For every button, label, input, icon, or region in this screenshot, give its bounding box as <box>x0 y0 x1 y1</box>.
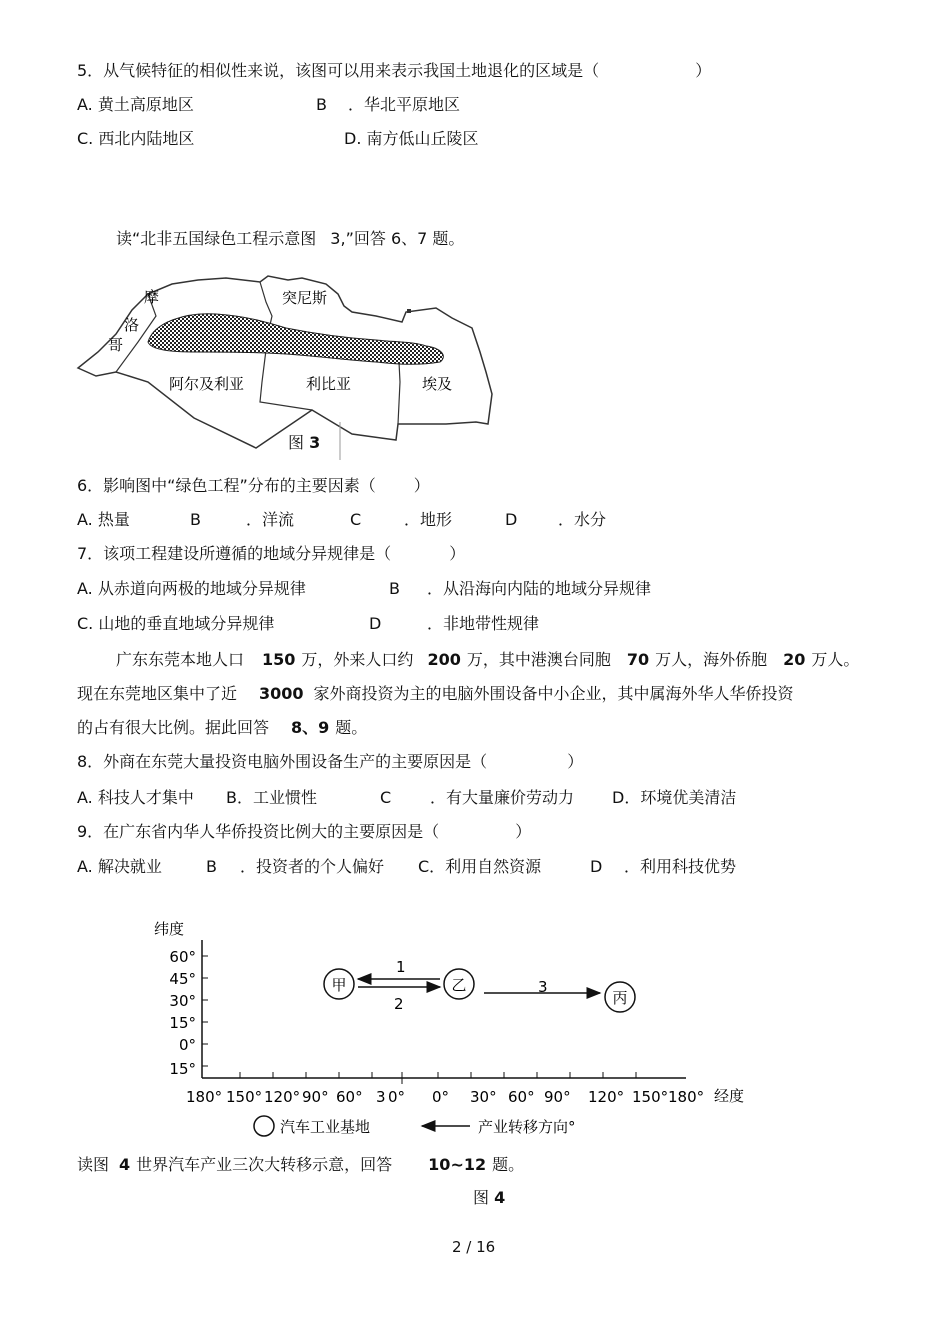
label-luo: 洛 <box>124 316 140 334</box>
q9-stem: 9．在广东省内华人华侨投资比例大的主要原因是（ ） <box>77 822 532 841</box>
q5-option-a: A. 黄土高原地区 <box>77 95 194 114</box>
svg-text:45°: 45° <box>169 970 196 988</box>
q6-option-a: A. 热量 <box>77 510 130 529</box>
q9-option-a: A. 解决就业 <box>77 857 162 876</box>
label-egypt: 埃及 <box>422 375 453 393</box>
q7-option-a: A. 从赤道向两极的地域分异规律 <box>77 579 306 598</box>
passage-line-1: 广东东莞本地人口 150 万，外来人口约 200 万，其中港澳台同胞 70 万人，海外侨胞 20 万人。 <box>116 650 860 669</box>
svg-text:丙: 丙 <box>612 989 628 1007</box>
svg-text:30°: 30° <box>470 1088 497 1106</box>
figure-4-diagram <box>140 912 780 1144</box>
svg-text:180°: 180° <box>186 1088 223 1106</box>
svg-text:60°: 60° <box>169 948 196 966</box>
svg-text:150°: 150° <box>632 1088 669 1106</box>
label-mo: 摩 <box>144 288 160 306</box>
label-libya: 利比亚 <box>306 375 352 393</box>
q8-option-d: D．环境优美清洁 <box>612 788 737 807</box>
q5-option-b: ．华北平原地区 <box>348 95 461 114</box>
q5-stem: 5．从气候特征的相似性来说，该图可以用来表示我国土地退化的区域是（ ） <box>77 61 712 80</box>
svg-text:15°: 15° <box>169 1060 196 1078</box>
q7-option-d-letter: D <box>369 614 382 633</box>
label-tunisia: 突尼斯 <box>282 289 328 307</box>
svg-text:3: 3 <box>376 1088 386 1106</box>
y-axis-label: 纬度 <box>154 920 185 938</box>
q7-option-b-letter: B <box>389 579 400 598</box>
q6-option-c-letter: C <box>350 510 362 529</box>
q7-stem: 7．该项工程建设所遵循的地域分异规律是（ ） <box>77 544 466 563</box>
arrow-2-label: 2 <box>394 995 404 1013</box>
legend-base-label: 汽车工业基地 <box>280 1118 371 1136</box>
passage-line-3: 的占有很大比例。据此回答 8、9 题。 <box>77 718 368 737</box>
map-marker <box>407 309 411 313</box>
q5-option-b-letter: B <box>316 95 327 114</box>
arrow-3-label: 3 <box>538 978 548 996</box>
y-ticks <box>202 956 208 1066</box>
svg-text:0°: 0° <box>432 1088 450 1106</box>
q5-option-c: C. 西北内陆地区 <box>77 129 195 148</box>
label-ge: 哥 <box>108 336 124 354</box>
svg-text:乙: 乙 <box>451 976 467 994</box>
intro-q6-q7: 读“北非五国绿色工程示意图 3,”回答 6、7 题。 <box>116 229 465 248</box>
q9-option-d: ．利用科技优势 <box>624 857 737 876</box>
passage-line-2: 现在东莞地区集中了近 3000 家外商投资为主的电脑外围设备中小企业，其中属海外华人华侨投资 <box>77 684 794 703</box>
y-tick-labels <box>169 948 196 1078</box>
q9-option-c: C．利用自然资源 <box>418 857 542 876</box>
svg-text:60°: 60° <box>336 1088 363 1106</box>
q6-stem: 6．影响图中“绿色工程”分布的主要因素（ ） <box>77 476 430 495</box>
border-algeria-libya <box>260 350 312 410</box>
svg-text:90°: 90° <box>302 1088 329 1106</box>
q7-option-b: ．从沿海向内陆的地域分异规律 <box>427 579 652 598</box>
svg-text:120°: 120° <box>588 1088 625 1106</box>
q6-option-b: ．洋流 <box>246 510 295 529</box>
q8-option-c-letter: C <box>380 788 392 807</box>
q6-option-c: ．地形 <box>404 510 453 529</box>
svg-text:0°: 0° <box>178 1036 196 1054</box>
q8-option-c: ．有大量廉价劳动力 <box>430 788 575 807</box>
q8-option-a: A. 科技人才集中 <box>77 788 194 807</box>
fig4-caption: 图 4 <box>473 1188 506 1207</box>
q7-option-c: C. 山地的垂直地域分异规律 <box>77 614 275 633</box>
svg-text:180°: 180° <box>668 1088 705 1106</box>
arrow-1-label: 1 <box>396 958 406 976</box>
label-algeria: 阿尔及利亚 <box>169 375 245 393</box>
svg-text:90°: 90° <box>544 1088 571 1106</box>
svg-text:120°: 120° <box>264 1088 301 1106</box>
q5-option-d: D. 南方低山丘陵区 <box>344 129 479 148</box>
x-axis-label: 经度 <box>714 1087 745 1105</box>
svg-text:60°: 60° <box>508 1088 535 1106</box>
q9-option-d-letter: D <box>590 857 603 876</box>
svg-text:30°: 30° <box>169 992 196 1010</box>
q6-option-b-letter: B <box>190 510 201 529</box>
svg-text:0°: 0° <box>388 1088 406 1106</box>
svg-text:15°: 15° <box>169 1014 196 1032</box>
legend-base-icon <box>254 1116 274 1136</box>
legend-dir-label: 产业转移方向° <box>478 1118 576 1136</box>
fig3-caption: 图 3 <box>288 433 321 452</box>
q8-stem: 8．外商在东莞大量投资电脑外围设备生产的主要原因是（ ） <box>77 752 584 771</box>
x-tick-labels <box>186 1087 744 1106</box>
page-number: 2 / 16 <box>452 1238 496 1256</box>
north-africa-map <box>76 272 496 462</box>
q6-option-d: ．水分 <box>558 510 607 529</box>
q9-option-b: ．投资者的个人偏好 <box>240 857 385 876</box>
svg-text:150°: 150° <box>226 1088 263 1106</box>
svg-text:甲: 甲 <box>331 976 347 994</box>
q8-option-b: B．工业惯性 <box>226 788 317 807</box>
q7-option-d: ．非地带性规律 <box>427 614 540 633</box>
q6-option-d-letter: D <box>505 510 518 529</box>
q9-option-b-letter: B <box>206 857 217 876</box>
intro-q10-q12: 读图 4 世界汽车产业三次大转移示意，回答 10~12 题。 <box>77 1155 525 1174</box>
